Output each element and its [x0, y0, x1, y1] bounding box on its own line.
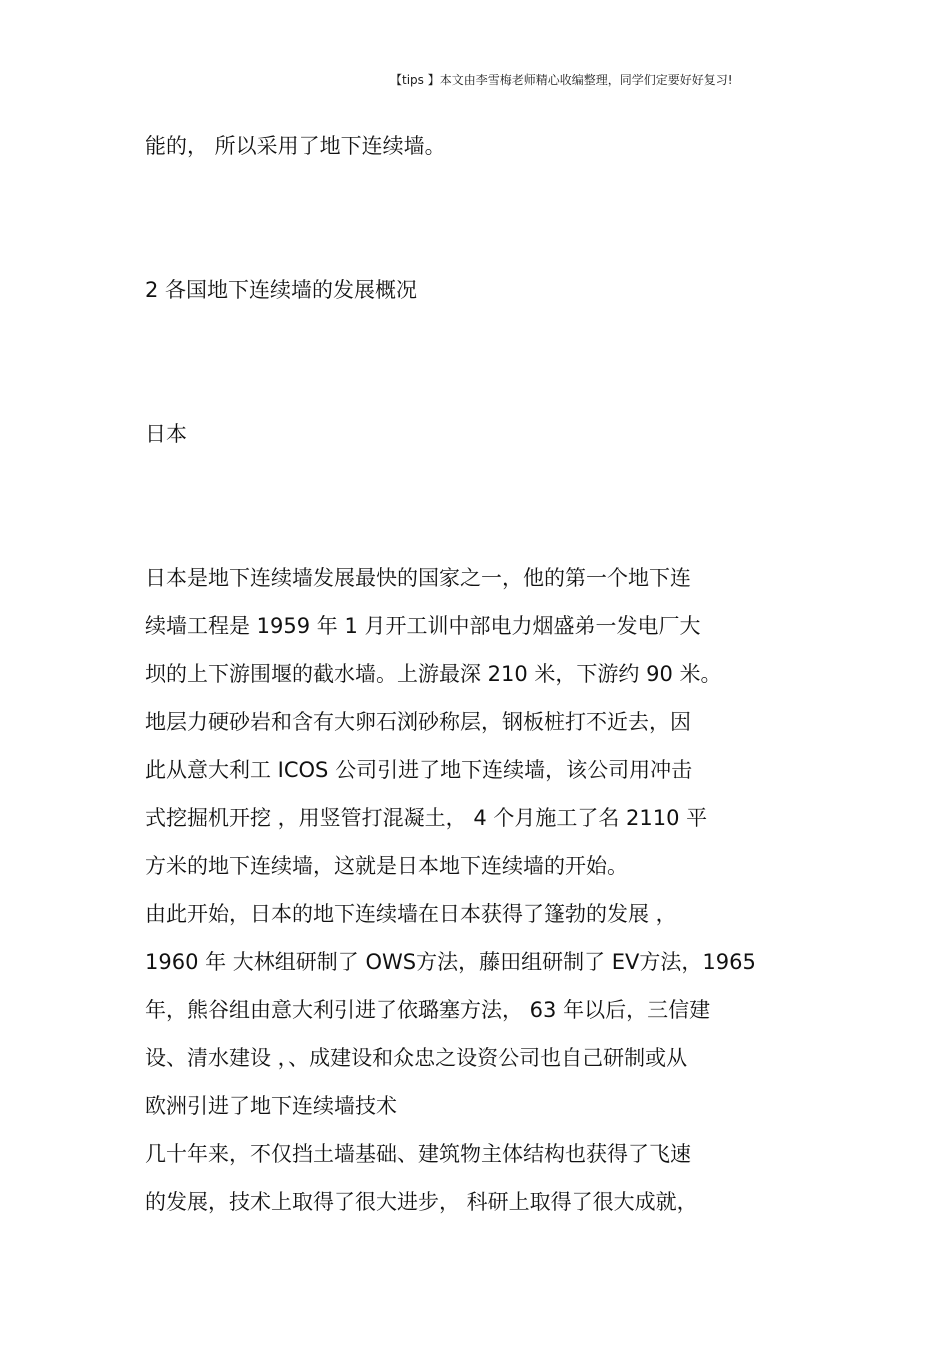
- subsection-heading-japan: 日本: [145, 422, 187, 446]
- body-line: 式挖掘机开挖 ，用竖管打混凝土， 4 个月施工了名 2110 平: [145, 806, 708, 830]
- body-line: 由此开始，日本的地下连续墙在日本获得了篷勃的发展 ，: [145, 902, 677, 926]
- body-line: 日本是地下连续墙发展最快的国家之一，他的第一个地下连: [145, 566, 691, 590]
- body-line: 欧洲引进了地下连续墙技术: [145, 1094, 397, 1118]
- body-line: 设、清水建设 ，、成建设和众忠之设资公司也自己研制或从: [145, 1046, 688, 1070]
- body-line: 的发展，技术上取得了很大进步， 科研上取得了很大成就，: [145, 1190, 698, 1214]
- body-line: 年，熊谷组由意大利引进了依璐塞方法， 63 年以后，三信建: [145, 998, 711, 1022]
- body-line: 此从意大利工 ICOS 公司引进了地下连续墙，该公司用冲击: [145, 758, 693, 782]
- body-line: 续墙工程是 1959 年 1 月开工训中部电力烟盛弟一发电厂大: [145, 614, 701, 638]
- body-line: 1960 年 大林组研制了 OWS方法，藤田组研制了 EV方法，1965: [145, 950, 756, 974]
- tips-header-note: 【tips 】本文由李雪梅老师精心收编整理，同学们定要好好复习!: [390, 73, 733, 87]
- body-line: 方米的地下连续墙，这就是日本地下连续墙的开始。: [145, 854, 628, 878]
- body-line: 地层力硬砂岩和含有大卵石浏砂称层，钢板桩打不近去，因: [145, 710, 691, 734]
- continuation-line: 能的， 所以采用了地下连续墙。: [145, 134, 446, 158]
- section-heading: 2 各国地下连续墙的发展概况: [145, 278, 418, 302]
- body-line: 坝的上下游围堰的截水墙。上游最深 210 米，下游约 90 米。: [145, 662, 722, 686]
- body-line: 几十年来，不仅挡土墙基础、建筑物主体结构也获得了飞速: [145, 1142, 691, 1166]
